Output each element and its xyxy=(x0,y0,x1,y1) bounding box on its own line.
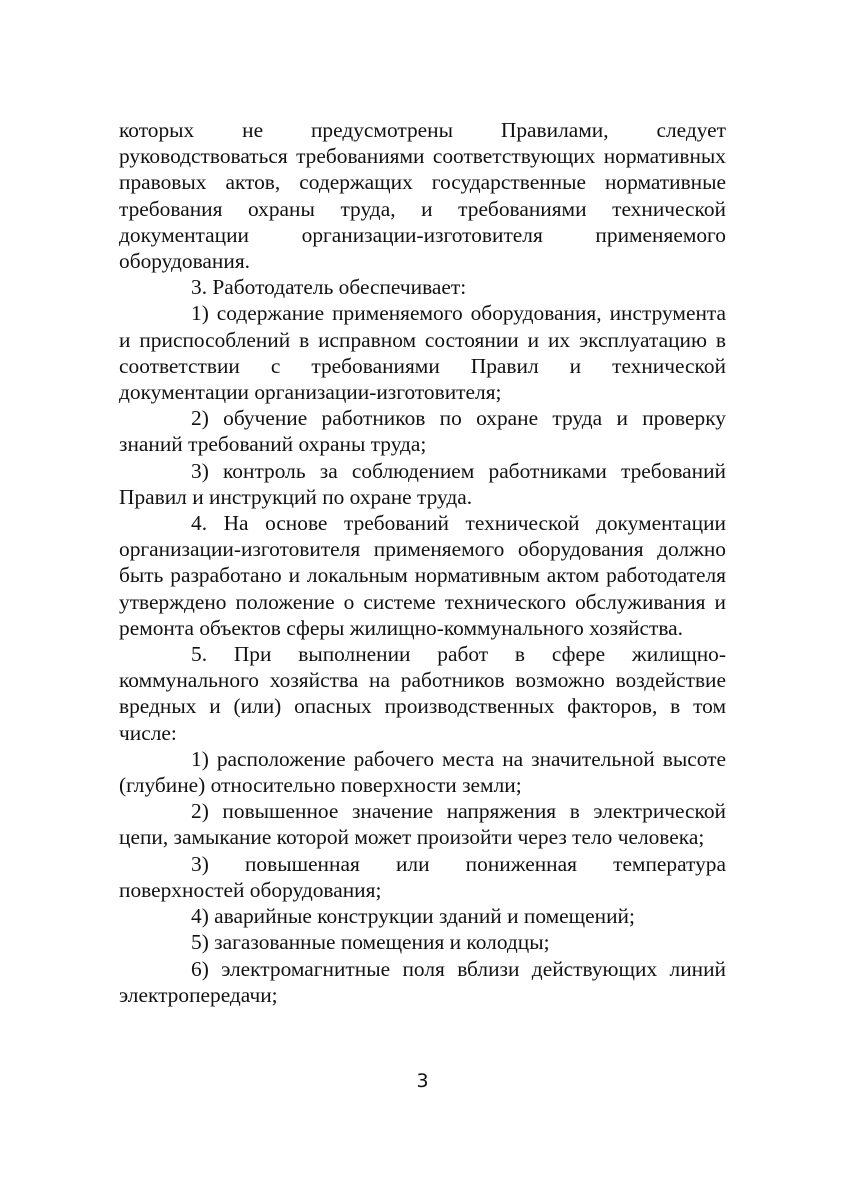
paragraph-item-4: 4. На основе требований технической документации организации-изготовителя применяемого оборудования должно быть разработано и локальным нормативным актом работодателя утверждено положение о системе технического обслуживания и ремонта объектов сферы жилищно-коммунального хозяйства. xyxy=(119,511,726,640)
list-item: 6) электромагнитные поля вблизи действующих линий электропередачи; xyxy=(119,956,726,1007)
page-number: 3 xyxy=(416,1070,429,1092)
document-body xyxy=(119,117,726,1008)
list-item: 5) загазованные помещения и колодцы; xyxy=(191,930,550,955)
paragraph-continuation: которых не предусмотрены Правилами, следует руководствоваться требованиями соответствующих нормативных правовых актов, содержащих государственные нормативные требования охраны труда, и требованиями технической документации организации-изготовителя применяемого оборудования. xyxy=(119,118,726,274)
paragraph-item-3-heading: 3. Работодатель обеспечивает: xyxy=(191,275,467,300)
paragraph-item-5: 5. При выполнении работ в сфере жилищно-коммунального хозяйства на работников возможно воздействие вредных и (или) опасных производственных факторов, в том числе: xyxy=(119,642,726,745)
list-item: 4) аварийные конструкции зданий и помещений; xyxy=(191,904,635,929)
list-item: 1) расположение рабочего места на значительной высоте (глубине) относительно поверхности земли; xyxy=(119,746,726,798)
list-item: 3) повышенная или пониженная температура поверхностей оборудования; xyxy=(119,851,726,902)
list-item: 2) повышенное значение напряжения в электрической цепи, замыкание которой может произойти через тело человека; xyxy=(119,799,726,850)
list-item: 2) обучение работников по охране труда и проверку знаний требований охраны труда; xyxy=(119,406,726,457)
list-item: 1) содержание применяемого оборудования, инструмента и приспособлений в исправном состоянии и их эксплуатацию в соответствии с требованиями Правил и технической документации организации-изготовителя; xyxy=(119,301,726,405)
list-item: 3) контроль за соблюдением работниками требований Правил и инструкций по охране труда. xyxy=(119,458,726,509)
